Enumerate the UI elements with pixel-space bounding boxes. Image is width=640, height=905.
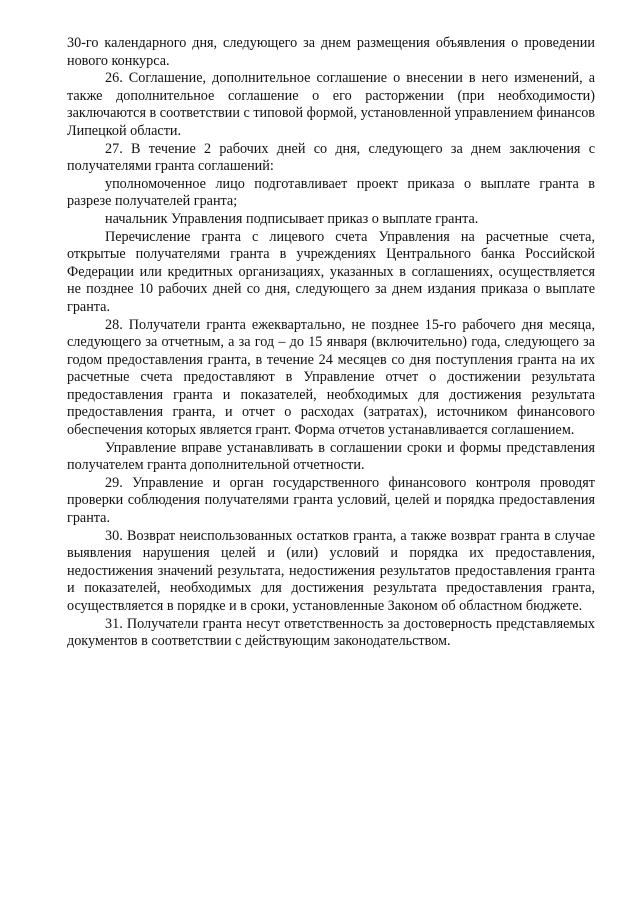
paragraph-28: 28. Получатели гранта ежеквартально, не позднее 15-го рабочего дня месяца, следующего за отчетным, а за год – до 15 января (включительно) года, следующего за годом предоставления гранта, в течение 24 месяцев со дня поступления гранта на их расчетные счета предоставляют в Управление отчет о достижении результата предоставления гранта и показателей, необходимых для достижения результата предоставления гранта, и отчет о расходах (затратах), источником финансового обеспечения которых является грант. Форма отчетов устанавливается соглашением. <box>67 316 595 439</box>
document-page <box>67 35 595 651</box>
paragraph-31: 31. Получатели гранта несут ответственность за достоверность представляемых документов в соответствии с действующим законодательством. <box>67 615 595 650</box>
paragraph-29: 29. Управление и орган государственного финансового контроля проводят проверки соблюдения получателями гранта условий, целей и порядка предоставления гранта. <box>67 474 595 527</box>
paragraph-27: 27. В течение 2 рабочих дней со дня, следующего за днем заключения с получателями гранта соглашений: <box>67 140 595 175</box>
paragraph-30: 30. Возврат неиспользованных остатков гранта, а также возврат гранта в случае выявления нарушения целей и (или) условий и порядка их предоставления, недостижения значений результата, недостижения результатов предоставления гранта и показателей, необходимых для достижения результата предоставления гранта, осуществляется в порядке и в сроки, установленные Законом об областном бюджете. <box>67 527 595 614</box>
paragraph-28-additional: Управление вправе устанавливать в соглашении сроки и формы представления получателем гранта дополнительной отчетности. <box>67 439 595 474</box>
paragraph-27-item-1: уполномоченное лицо подготавливает проект приказа о выплате гранта в разрезе получателей гранта; <box>67 175 595 210</box>
paragraph-transfer: Перечисление гранта с лицевого счета Управления на расчетные счета, открытые получателями гранта в учреждениях Центрального банка Российской Федерации или кредитных организациях, указанных в соглашениях, осуществляется не позднее 10 рабочих дней со дня, следующего за днем издания приказа о выплате гранта. <box>67 228 595 315</box>
paragraph-continuation: 30-го календарного дня, следующего за днем размещения объявления о проведении нового конкурса. <box>67 35 595 69</box>
paragraph-26: 26. Соглашение, дополнительное соглашение о внесении в него изменений, а также дополнительное соглашение о его расторжении (при необходимости) заключаются в соответствии с типовой формой, установленной управлением финансов Липецкой области. <box>67 70 595 139</box>
paragraph-27-item-2: начальник Управления подписывает приказ о выплате гранта. <box>105 210 479 227</box>
